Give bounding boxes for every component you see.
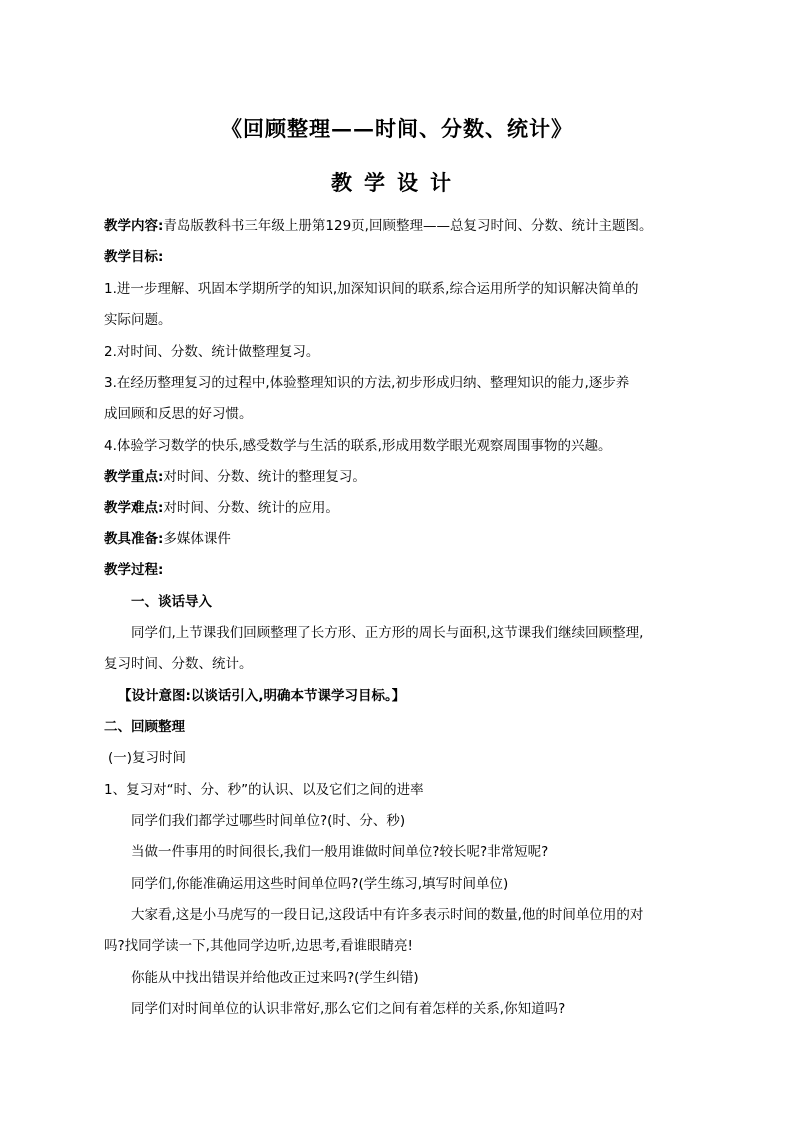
goal-3-line-2: 成回顾和反思的好习惯。 (104, 406, 253, 422)
section-1-paragraph-line-1: 同学们,上节课我们回顾整理了长方形、正方形的周长与面积,这节课我们继续回顾整理, (131, 625, 644, 641)
goal-3-line-1: 3.在经历整理复习的过程中,体验整理知识的方法,初步形成归纳、整理知识的能力,逐步养 (104, 375, 630, 391)
goal-4: 4.体验学习数学的快乐,感受数学与生活的联系,形成用数学眼光观察周围事物的兴趣。 (104, 438, 612, 454)
teaching-content-text: 青岛版教科书三年级上册第129页,回顾整理——总复习时间、分数、统计主题图。 (163, 218, 653, 234)
goal-1-line-1: 1.进一步理解、巩固本学期所学的知识,加深知识间的联系,综合运用所学的知识解决简单的 (104, 281, 639, 297)
key-points-text: 对时间、分数、统计的整理复习。 (163, 469, 366, 485)
section-2-subheading: (一)复习时间 (108, 750, 187, 766)
document-subtitle: 教学设计 (331, 170, 463, 195)
question-4-line-1: 大家看,这是小马虎写的一段日记,这段话中有许多表示时间的数量,他的时间单位用的对 (131, 907, 644, 923)
section-1-paragraph-line-2: 复习时间、分数、统计。 (104, 656, 253, 672)
section-1-intent: 【设计意图:以谈话引入,明确本节课学习目标。】 (118, 688, 406, 704)
key-points (104, 467, 366, 487)
tools-text: 多媒体课件 (163, 531, 231, 547)
tools-label: 教具准备: (104, 531, 164, 547)
question-4-line-2: 吗?找同学读一下,其他同学边听,边思考,看谁眼睛亮! (104, 938, 413, 954)
question-5: 你能从中找出错误并给他改正过来吗?(学生纠错) (131, 970, 419, 986)
difficulties (104, 498, 339, 518)
section-2-item-1: 1、复习对“时、分、秒”的认识、以及它们之间的进率 (104, 782, 424, 798)
document-title: 《回顾整理——时间、分数、统计》 (221, 116, 573, 141)
question-6: 同学们对时间单位的认识非常好,那么它们之间有着怎样的关系,你知道吗? (131, 1001, 566, 1017)
difficulties-text: 对时间、分数、统计的应用。 (163, 500, 339, 516)
goal-1-line-2: 实际问题。 (104, 312, 172, 328)
section-1-heading: 一、谈话导入 (131, 594, 212, 610)
tools (104, 529, 231, 549)
teaching-content-label: 教学内容: (104, 218, 164, 234)
process-label: 教学过程: (104, 562, 164, 578)
key-points-label: 教学重点: (104, 469, 164, 485)
question-1: 同学们我们都学过哪些时间单位?(时、分、秒) (131, 813, 406, 829)
teaching-content (104, 216, 652, 236)
question-3: 同学们,你能准确运用这些时间单位吗?(学生练习,填写时间单位) (131, 876, 509, 892)
goal-2: 2.对时间、分数、统计做整理复习。 (104, 344, 320, 360)
question-2: 当做一件事用的时间很长,我们一般用谁做时间单位?较长呢?非常短呢? (131, 844, 549, 860)
teaching-goals-label: 教学目标: (104, 249, 164, 265)
difficulties-label: 教学难点: (104, 500, 164, 516)
section-2-heading: 二、回顾整理 (104, 719, 185, 735)
